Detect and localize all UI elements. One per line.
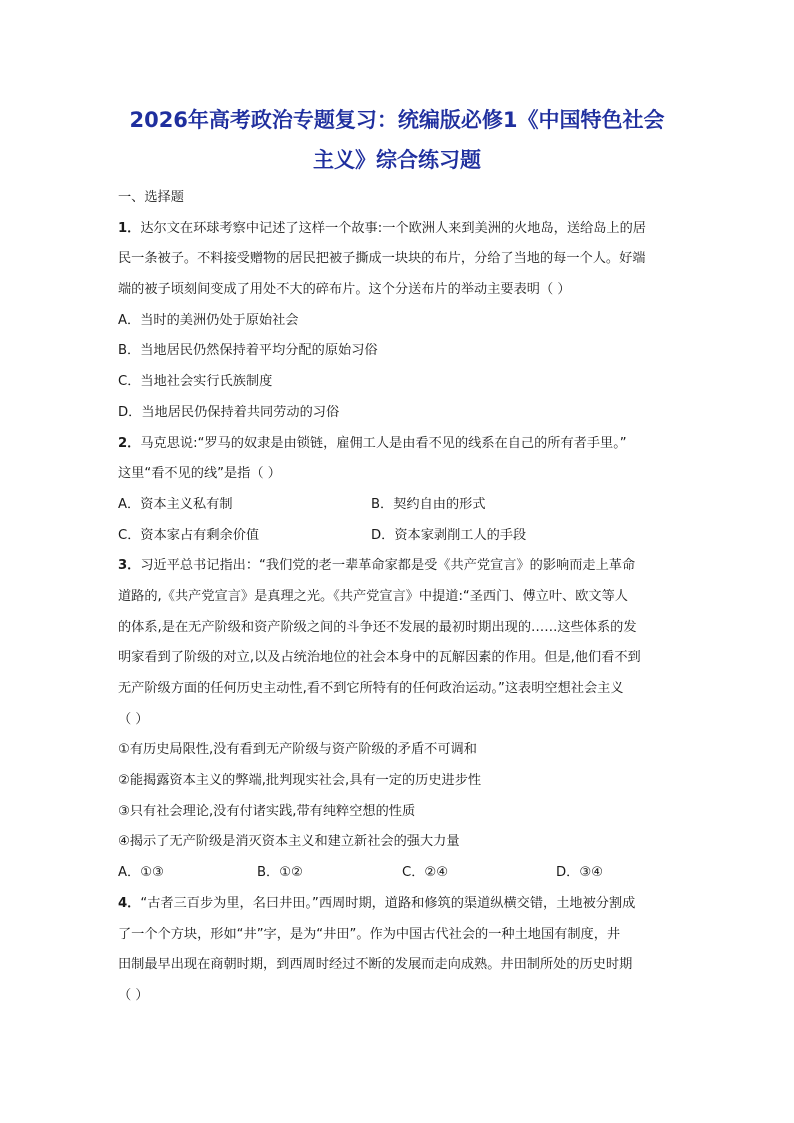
question-1-option-b[interactable]: B．当地居民仍然保持着平均分配的原始习俗 (118, 343, 378, 359)
question-3-option-b[interactable]: B．①② (257, 865, 303, 881)
question-3-option-c[interactable]: C．②④ (402, 865, 449, 881)
document-title-line-1: 2026年高考政治专题复习：统编版必修1《中国特色社会 (129, 108, 665, 132)
question-3-statement-2: ②能揭露资本主义的弊端,批判现实社会,具有一定的历史进步性 (118, 773, 482, 789)
question-4-number: 4． (118, 895, 141, 911)
document-title-line-2: 主义》综合练习题 (313, 148, 481, 172)
question-1-option-c[interactable]: C．当地社会实行氏族制度 (118, 374, 273, 390)
question-3-text: 习近平总书记指出：“我们党的老一辈革命家都是受《共产党宣言》的影响而走上革命 (140, 558, 636, 574)
question-3-line-4: 明家看到了阶级的对立,以及占统治地位的社会本身中的瓦解因素的作用。但是,他们看不到 (118, 650, 641, 666)
question-3-line-6: （ ） (118, 711, 149, 727)
question-2-number: 2． (118, 435, 141, 451)
question-2-option-a[interactable]: A．资本主义私有制 (118, 496, 233, 512)
question-3-line-1 (118, 551, 676, 582)
question-3-statement-4: ④揭示了无产阶级是消灭资本主义和建立新社会的强大力量 (118, 834, 460, 850)
question-3-option-a[interactable]: A．①③ (118, 865, 164, 881)
question-4-line-2: 了一个个方块，形如“井”字，是为“井田”。作为中国古代社会的一种土地国有制度，井 (118, 926, 621, 942)
question-4-line-3: 田制最早出现在商朝时期，到西周时经过不断的发展而走向成熟。井田制所处的历史时期 (118, 957, 633, 973)
question-3-line-2: 道路的,《共产党宣言》是真理之光。《共产党宣言》中提道:“圣西门、傅立叶、欧文等人 (118, 588, 628, 604)
question-2-line-2: 这里“看不见的线”是指（ ） (118, 466, 281, 482)
question-1-line-2: 民一条被子。不料接受赠物的居民把被子撕成一块块的布片，分给了当地的每一个人。好端 (118, 251, 646, 267)
question-1 (118, 214, 676, 429)
question-1-option-d[interactable]: D．当地居民仍保持着共同劳动的习俗 (118, 404, 340, 420)
question-3 (118, 551, 676, 889)
question-4-line-1 (118, 889, 676, 920)
question-3-statement-1: ①有历史局限性,没有看到无产阶级与资产阶级的矛盾不可调和 (118, 742, 477, 758)
question-1-line-3: 端的被子顷刻间变成了用处不大的碎布片。这个分送布片的举动主要表明（ ） (118, 282, 571, 298)
question-3-option-d[interactable]: D．③④ (556, 865, 603, 881)
question-2 (118, 429, 676, 552)
question-1-line-1 (118, 214, 676, 245)
question-3-statement-3: ③只有社会理论,没有付诸实践,带有纯粹空想的性质 (118, 803, 416, 819)
question-1-number: 1． (118, 220, 141, 236)
question-2-option-b[interactable]: B．契约自由的形式 (371, 496, 486, 512)
document-body (118, 183, 676, 1012)
section-heading: 一、选择题 (118, 190, 184, 205)
question-1-option-a[interactable]: A．当时的美洲仍处于原始社会 (118, 312, 299, 328)
question-2-options-row-2 (118, 521, 676, 552)
question-2-line-1 (118, 429, 676, 460)
question-2-option-c[interactable]: C．资本家占有剩余价值 (118, 527, 260, 543)
question-2-text: 马克思说:“罗马的奴隶是由锁链，雇佣工人是由看不见的线系在自己的所有者手里。” (140, 435, 627, 451)
question-1-text: 达尔文在环球考察中记述了这样一个故事:一个欧洲人来到美洲的火地岛，送给岛上的居 (140, 220, 646, 236)
question-3-line-3: 的体系,是在无产阶级和资产阶级之间的斗争还不发展的最初时期出现的……这些体系的发 (118, 619, 637, 635)
question-2-option-d[interactable]: D．资本家剥削工人的手段 (371, 527, 527, 543)
question-4-line-4: （ ） (118, 987, 149, 1003)
question-3-options-row (118, 858, 676, 889)
question-4-text: “古者三百步为里，名曰井田。”西周时期，道路和修筑的渠道纵横交错，土地被分割成 (140, 895, 636, 911)
question-3-number: 3． (118, 558, 141, 574)
question-2-options-row-1 (118, 490, 676, 521)
question-3-line-5: 无产阶级方面的任何历史主动性,看不到它所特有的任何政治运动。”这表明空想社会主义 (118, 681, 624, 696)
question-4 (118, 889, 676, 1012)
